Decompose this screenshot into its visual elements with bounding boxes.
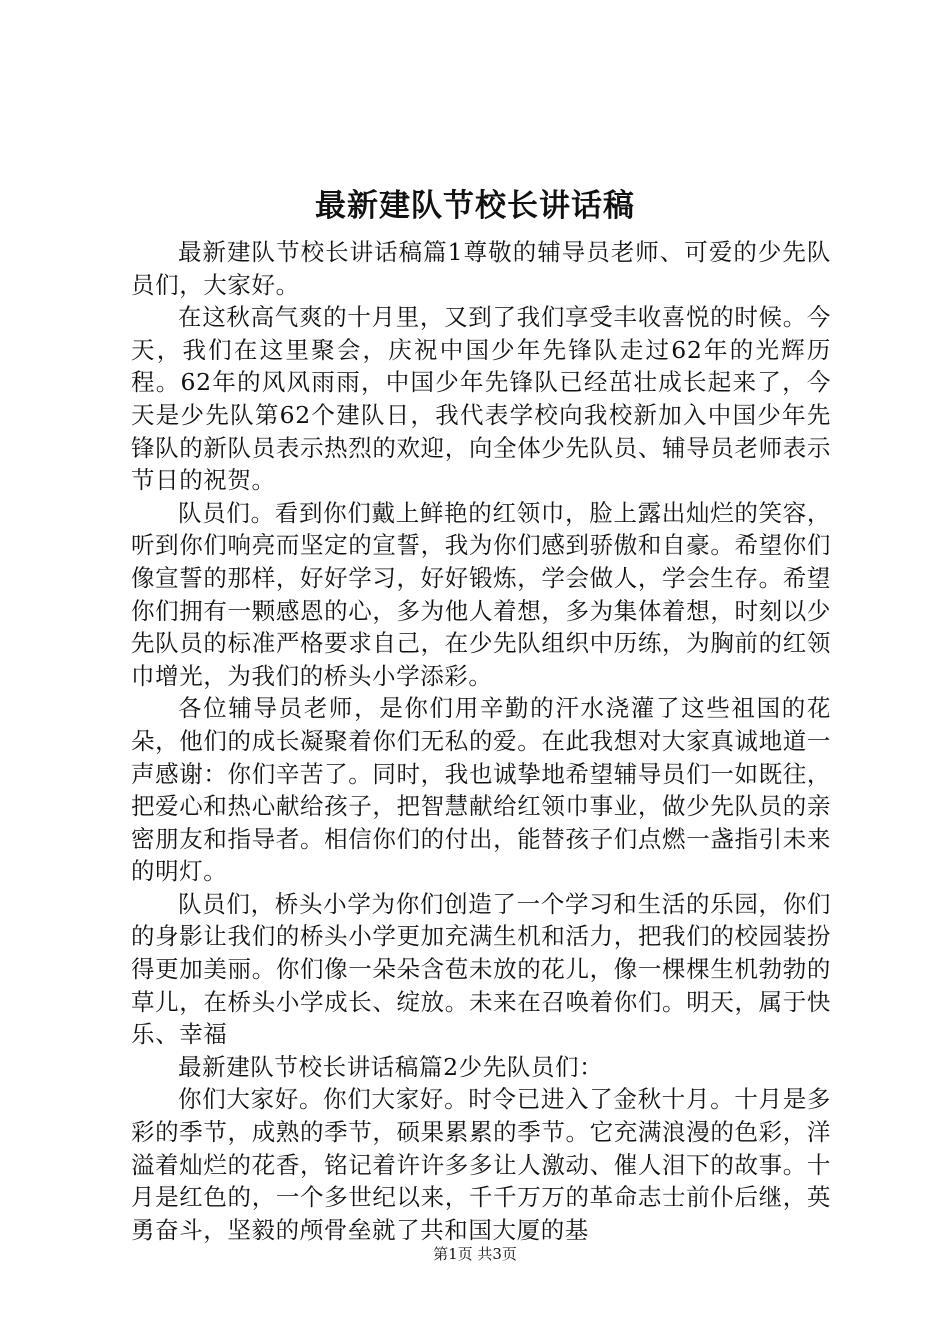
- paragraph: 在这秋高气爽的十月里，又到了我们享受丰收喜悦的时候。今天，我们在这里聚会，庆祝中国少年先锋队走过62年的光辉历程。62年的风风雨雨，中国少年先锋队已经茁壮成长起来了，今天是少先队第62个建队日，我代表学校向我校新加入中国少年先锋队的新队员表示热烈的欢迎，向全体少先队员、辅导员老师表示节日的祝贺。: [131, 303, 831, 495]
- paragraph: 最新建队节校长讲话稿篇2少先队员们：: [178, 1052, 604, 1081]
- paragraph: 各位辅导员老师，是你们用辛勤的汗水浇灌了这些祖国的花朵，他们的成长凝聚着你们无私的爱。在此我想对大家真诚地道一声感谢：你们辛苦了。同时，我也诚挚地希望辅导员们一如既往，把爱心和热心献给孩子，把智慧献给红领巾事业，做少先队员的亲密朋友和指导者。相信你们的付出，能替孩子们点燃一盏指引未来的明灯。: [131, 694, 831, 886]
- paragraph: 队员们。看到你们戴上鲜艳的红领巾，脸上露出灿烂的笑容，听到你们响亮而坚定的宣誓，我为你们感到骄傲和自豪。希望你们像宣誓的那样，好好学习，好好锻炼，学会做人，学会生存。希望你们拥有一颗感恩的心，多为他人着想，多为集体着想，时刻以少先队员的标准严格要求自己，在少先队组织中历练，为胸前的红领巾增光，为我们的桥头小学添彩。: [131, 498, 831, 690]
- page-footer: 第1页 共3页: [433, 1245, 517, 1263]
- document-body: [131, 236, 831, 1246]
- paragraph: 队员们，桥头小学为你们创造了一个学习和生活的乐园，你们的身影让我们的桥头小学更加充满生机和活力，把我们的校园装扮得更加美丽。你们像一朵朵含苞未放的花儿，像一棵棵生机勃勃的草儿，在桥头小学成长、绽放。未来在召唤着你们。明天，属于快乐、幸福: [131, 889, 831, 1049]
- paragraph: 最新建队节校长讲话稿篇1尊敬的辅导员老师、可爱的少先队员们，大家好。: [131, 238, 831, 299]
- page-title: 最新建队节校长讲话稿: [315, 188, 635, 224]
- paragraph: 你们大家好。你们大家好。时令已进入了金秋十月。十月是多彩的季节，成熟的季节，硕果累累的季节。它充满浪漫的色彩，洋溢着灿烂的花香，铭记着许许多多让人激动、催人泪下的故事。十月是红色的，一个多世纪以来，千千万万的革命志士前仆后继，英勇奋斗，坚毅的颅骨垒就了共和国大厦的基: [131, 1085, 831, 1244]
